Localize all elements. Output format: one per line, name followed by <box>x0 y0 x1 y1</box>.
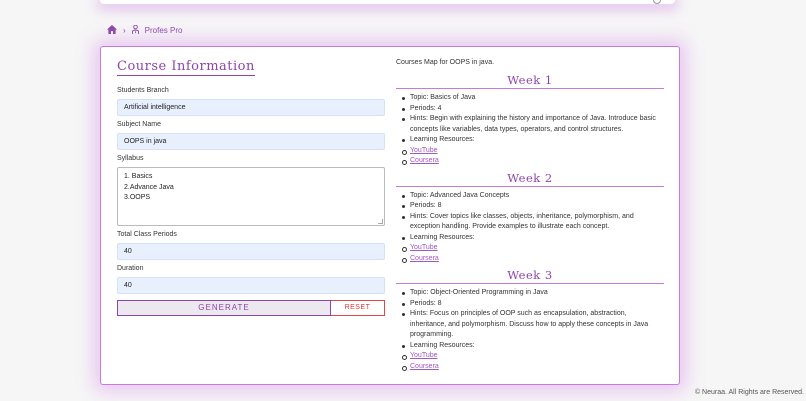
week-periods: Periods: 8 <box>410 201 664 212</box>
periods-input[interactable]: 40 <box>117 243 385 260</box>
week-section <box>396 73 664 167</box>
home-icon[interactable] <box>107 25 117 36</box>
subject-input[interactable]: OOPS in java <box>117 133 385 150</box>
week-topic: Topic: Basics of Java <box>410 93 664 104</box>
syllabus-label: Syllabus <box>117 155 144 162</box>
user-tie-icon <box>132 25 139 36</box>
week-section <box>396 268 664 372</box>
breadcrumb-item[interactable]: Profes Pro <box>144 26 183 35</box>
week-periods: Periods: 8 <box>410 299 664 310</box>
periods-label: Total Class Periods <box>117 231 177 238</box>
youtube-link[interactable]: YouTube <box>410 352 438 359</box>
week-periods: Periods: 4 <box>410 104 664 115</box>
footer-copyright: © Neuraa. All Rights are Reserved. <box>694 389 804 396</box>
reset-button[interactable]: RESET <box>331 300 385 316</box>
syllabus-line: 3.OOPS <box>124 194 151 201</box>
week-topic: Topic: Advanced Java Concepts <box>410 191 664 202</box>
course-map <box>396 59 664 376</box>
course-form <box>117 57 385 316</box>
week-resources-label: Learning Resources: <box>410 135 664 146</box>
youtube-link[interactable]: YouTube <box>410 146 438 154</box>
week-section <box>396 171 664 265</box>
course-map-title: Courses Map for OOPS in java. <box>396 59 495 66</box>
youtube-link[interactable]: YouTube <box>410 244 438 251</box>
course-card <box>100 46 680 385</box>
breadcrumb-separator: › <box>123 26 126 35</box>
coursera-link[interactable]: Coursera <box>410 157 439 164</box>
coursera-link[interactable]: Coursera <box>410 362 439 370</box>
syllabus-line: 1. Basics <box>124 173 153 180</box>
duration-input[interactable]: 40 <box>117 277 385 294</box>
week-resources-label: Learning Resources: <box>410 341 664 352</box>
breadcrumb <box>107 25 182 36</box>
profile-icon[interactable] <box>653 0 661 4</box>
syllabus-textarea[interactable] <box>117 167 385 226</box>
branch-input[interactable]: Artificial intelligence <box>117 99 385 116</box>
week-title: Week 2 <box>396 171 664 187</box>
duration-label: Duration <box>117 265 144 272</box>
week-hints: Hints: Cover topics like classes, objects, inheritance, polymorphism, and exception handling. Provide examples to illustrate each concept. <box>410 212 664 233</box>
week-hints: Hints: Focus on principles of OOP such as encapsulation, abstraction, inheritance, and polymorphism. Discuss how to apply these concepts in Java programming. <box>410 309 664 341</box>
week-resources-label: Learning Resources: <box>410 233 664 244</box>
week-title: Week 3 <box>396 268 664 284</box>
week-title: Week 1 <box>396 73 664 89</box>
generate-button[interactable]: GENERATE <box>117 300 331 316</box>
syllabus-line: 2.Advance Java <box>124 183 174 191</box>
week-topic: Topic: Object-Oriented Programming in Java <box>410 288 664 299</box>
coursera-link[interactable]: Coursera <box>410 254 439 262</box>
form-actions <box>117 300 385 316</box>
subject-label: Subject Name <box>117 121 161 128</box>
week-hints: Hints: Begin with explaining the history and importance of Java. Introduce basic concepts like variables, data types, operators, and control structures. <box>410 114 664 135</box>
top-navbar <box>100 0 675 4</box>
resize-handle[interactable] <box>378 219 383 224</box>
branch-label: Students Branch <box>117 87 169 94</box>
form-title: Course Information <box>117 59 255 74</box>
